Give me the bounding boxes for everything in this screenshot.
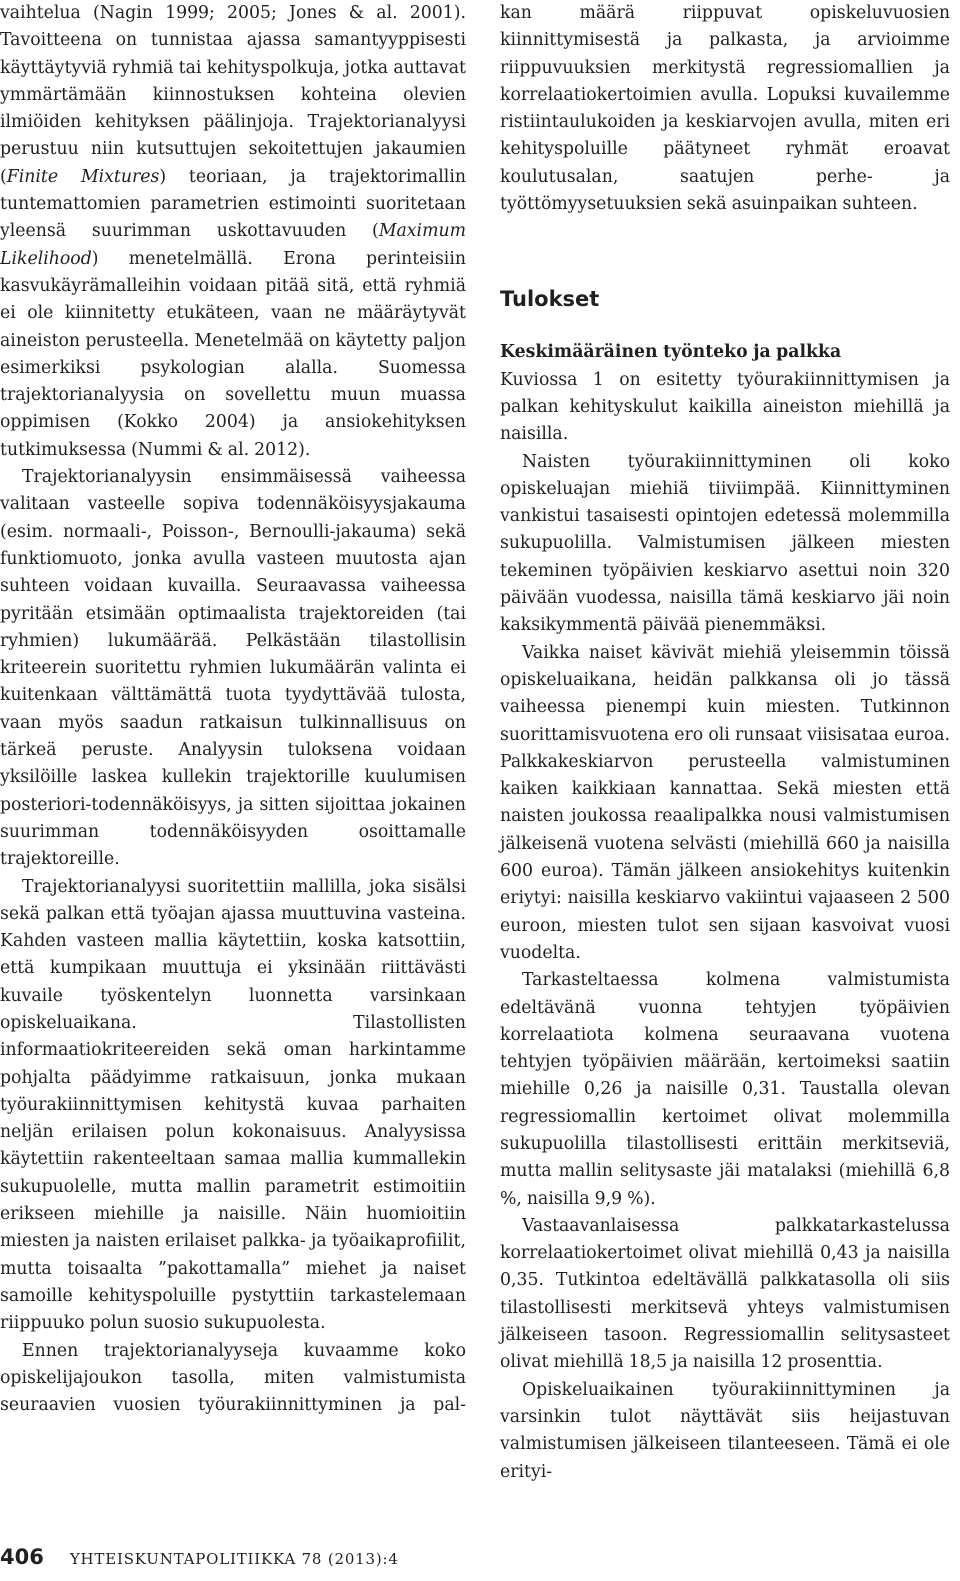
- intro-paragraph: kan määrä riippuvat opiskeluvuosien kiinnittymisestä ja palkasta, ja arvioimme riippuvuuksien merkitystä regressiomallien ja korrelaatiokertoimien avulla. Lopuksi kuvailemme ristiintaulukoiden ja keskiarvojen avulla, miten eri kehityspoluille päätyneet ryhmät eroavat koulutusalan, saatujen perhe- ja työttömyysetuuksien sekä asuinpaikan suhteen.: [500, 3, 950, 215]
- term-finite-mixtures: Finite Mixtures: [6, 166, 160, 187]
- journal-name: YHTEISKUNTAPOLITIIKKA 78 (2013):4: [69, 1550, 399, 1568]
- paragraph-1-cont-b: ) teoriaan, ja trajektorimallin tuntemattomien parametrien estimointi suoritetaan yleensä suurimman uskottavuuden (: [0, 166, 466, 242]
- paragraph-4: Ennen trajektorianalyyseja kuvaamme koko opiskelijajoukon tasolla, miten valmistumista seuraavien vuosien työurakiinnittyminen ja pal-: [0, 1340, 466, 1416]
- section-heading: Tulokset: [500, 287, 600, 312]
- term-maximum-likelihood: Maximum Likelihood: [0, 221, 466, 269]
- paragraph-r1: Kuviossa 1 on esitetty työurakiinnittymisen ja palkan kehityskulut kaikilla aineiston miehillä ja naisilla.: [500, 369, 950, 445]
- paragraph-r6: Opiskeluaikainen työurakiinnittyminen ja varsinkin tulot näyttävät siis heijastuvan valmistumisen jälkeiseen tilanteeseen. Tämä ei ole erityi-: [500, 1379, 950, 1482]
- paragraph-1-cont-c: ) menetelmällä. Erona perinteisiin kasvukäyrämalleihin voidaan pitää sitä, että ryhmiä ei ole kiinnitetty etukäteen, vaan ne määräytyvät aineiston perusteella. Menetelmää on käytetty paljon esimerkiksi psykologian alalla. Suomessa trajektorianalyysia on sovellettu muun muassa oppimisen (Kokko 2004) ja ansiokehityksen tutkimuksessa (Nummi & al. 2012).: [0, 248, 466, 460]
- page-number: 406: [0, 1545, 44, 1569]
- paragraph-r4: Tarkasteltaessa kolmena valmistumista edeltävänä vuonna tehtyjen työpäivien korrelaatiota kolmena seuraavana vuotena tehtyjen työpäivien määrään, kertoimeksi saatiin miehille 0,26 ja naisille 0,31. Taustalla olevan regressiomallin kertoimet olivat molemmilla sukupuolilla tilastollisesti erittäin merkitseviä, mutta mallin selitysaste jäi matalaksi (miehillä 6,8 %, naisilla 9,9 %).: [500, 970, 950, 1209]
- paragraph-2: Trajektorianalyysin ensimmäisessä vaiheessa valitaan vasteelle sopiva todennäköisyysjakauma (esim. normaali-, Poisson-, Bernoulli-jakauma) sekä funktiomuoto, jonka avulla vasteen muutosta ajan suhteen voidaan kuvailla. Seuraavassa vaiheessa pyritään etsimään optimaalista trajektoreiden (tai ryhmien) lukumäärää. Pelkästään tilastollisin kriteerein suoritettu ryhmien lukumäärän valinta ei kuitenkaan välttämättä tuota tyydyttävää tulosta, vaan myös saadun ratkaisun tulkinnallisuus on tärkeä peruste. Analyysin tuloksena voidaan yksilöille laskea kullekin trajektorille kuulumisen posteriori-todennäköisyys, ja sitten sijoittaa jokainen suurimman todennäköisyyden osoittamalle trajektoreille.: [0, 467, 466, 870]
- paragraph-1-text: vaihtelua (Nagin 1999; 2005; Jones & al. 2001). Tavoitteena on tunnistaa ajassa samantyyppisesti käyttäytyviä ryhmiä tai kehityspolkuja, jotka auttavat ymmärtämään kiinnostuksen kohteina olevien ilmiöiden kehityksen päälinjoja.: [0, 3, 466, 133]
- subsection-heading: Keskimääräinen työnteko ja palkka: [500, 342, 842, 363]
- paragraph-r2: Naisten työurakiinnittyminen oli koko opiskeluajan miehiä tiiviimpää. Kiinnittyminen vankistui tasaisesti opintojen edetessä molemmilla sukupuolilla. Valmistumisen jälkeen miesten tekeminen työpäivien keskiarvo asettui noin 320 päivään vuodessa, naisilla tämä keskiarvo jäi noin kaksikymmentä päivää pienemmäksi.: [500, 451, 950, 636]
- right-column: [500, 0, 950, 1486]
- left-column: [0, 0, 466, 1419]
- page-footer: [0, 1545, 399, 1579]
- paragraph-3: Trajektorianalyysi suoritettiin mallilla, joka sisälsi sekä palkan että työajan ajassa muuttuvina vasteina. Kahden vasteen mallia käytettiin, koska katsottiin, että kumpikaan muuttuja ei yksinään riittävästi kuvaile työskentelyn luonnetta varsinkaan opiskeluaikana. Tilastollisten informaatiokriteereiden sekä oman harkintamme pohjalta päädyimme ratkaisuun, jonka mukaan työurakiinnittymisen kehitystä kuvaa parhaiten neljän erilaisen polun kokonaisuus. Analyysissa käytettiin rakenteeltaan samaa mallia kummallekin sukupuolelle, mutta mallin parametrit estimoitiin erikseen miehille ja naisille. Näin huomioitiin miesten ja naisten erilaiset palkka- ja työaikaprofiilit, mutta toisaalta ”pakottamalla” miehet ja naiset samoille kehityspoluille pystyttiin tarkastelemaan riippuuko polun suosio sukupuolesta.: [0, 876, 466, 1334]
- paragraph-1-cont-a: Trajektorianalyysi perustuu niin kutsuttujen sekoitettujen jakaumien (: [0, 112, 466, 187]
- paragraph-r3: Vaikka naiset kävivät miehiä yleisemmin töissä opiskeluaikana, heidän palkkansa oli jo tässä vaiheessa pienempi kuin miesten. Tutkinnon suorittamisvuotena ero oli runsaat viisisataa euroa. Palkkakeskiarvon perusteella valmistuminen kaiken kaikkiaan kannattaa. Sekä miesten että naisten joukossa reaalipalkka nousi valmistumisen jälkeisenä vuotena selvästi (miehillä 660 ja naisilla 600 euroa). Tämän jälkeen ansiokehitys kuitenkin eriytyi: naisilla keskiarvo vakiintui vajaaseen 2 500 euroon, miesten tulot sen sijaan kasvoivat vuosi vuodelta.: [500, 642, 950, 963]
- paragraph-r5: Vastaavanlaisessa palkkatarkastelussa korrelaatiokertoimet olivat miehillä 0,43 ja naisilla 0,35. Tutkintoa edeltävällä palkkatasolla oli siis tilastollisesti merkitsevä yhteys valmistumisen jälkeiseen tasoon. Regressiomallin selitysasteet olivat miehillä 18,5 ja naisilla 12 prosenttia.: [500, 1215, 950, 1373]
- paragraph-1: [0, 0, 466, 464]
